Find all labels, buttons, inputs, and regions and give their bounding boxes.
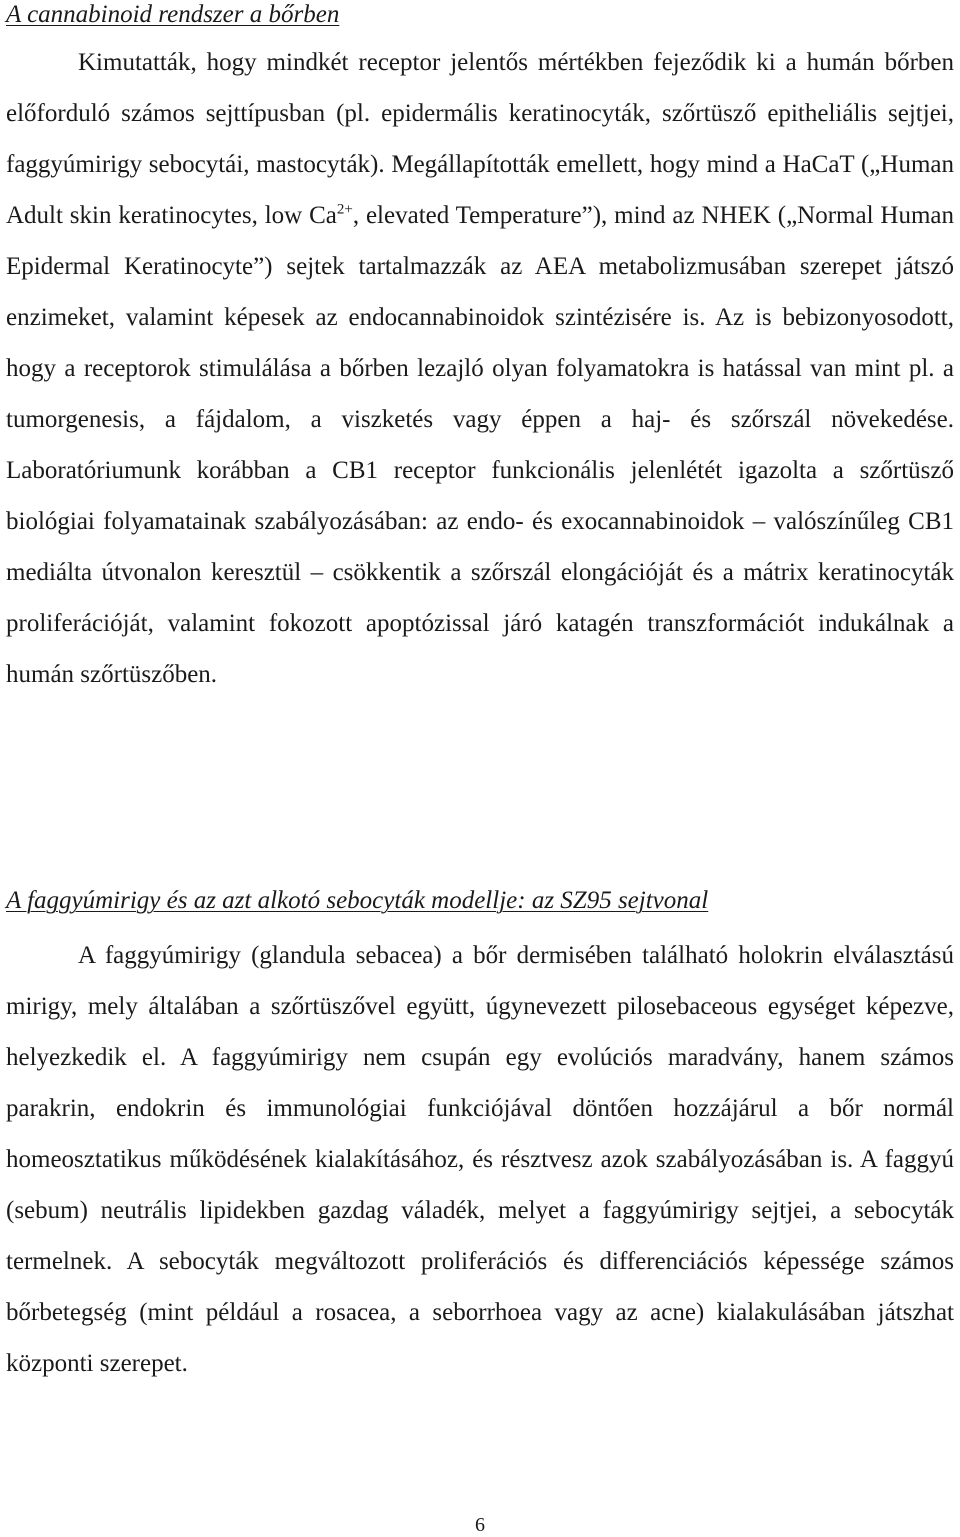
page-number: 6 xyxy=(475,1514,485,1536)
paragraph-text-part2: , elevated Temperature”), mind az NHEK („Normal Human Epidermal Keratinocyte”) sejtek tartalmazzák az AEA metabolizmusában szerepet játszó enzimeket, valamint képesek az endocannabinoidok szintézisére is. Az is bebizonyosodott, hogy a receptorok stimulálása a bőrben lezajló olyan folyamatokra is hatással van mint pl. a tumorgenesis, a fájdalom, a viszketés vagy éppen a haj- és szőrszál növekedése. Laboratóriumunk korábban a CB1 receptor funkcionális jelenlétét igazolta a szőrtüsző biológiai folyamatainak szabályozásában: az endo- és exocannabinoidok – valószínűleg CB1 mediálta útvonalon keresztül – csökkentik a szőrszál elongációját és a mátrix keratinocyták proliferációját, valamint fokozott apoptózissal járó katagén transzformációt indukálnak a humán szőrtüszőben. xyxy=(6,202,954,688)
paragraph-sebaceous-gland: A faggyúmirigy (glandula sebacea) a bőr dermisében található holokrin elválasztású mirigy, mely általában a szőrtüszővel együtt, úgynevezett pilosebaceous egységet képezve, helyezkedik el. A faggyúmirigy nem csupán egy evolúciós maradvány, hanem számos parakrin, endokrin és immunológiai funkciójával döntően hozzájárul a bőr normál homeosztatikus működésének kialakításához, és résztvesz azok szabályozásában is. A faggyú (sebum) neutrális lipidekben gazdag váladék, melyet a faggyúmirigy sejtjei, a sebocyták termelnek. A sebocyták megváltozott proliferációs és differenciációs képessége számos bőrbetegség (mint például a rosacea, a seborrhoea vagy az acne) kialakulásában játszhat központi szerepet. xyxy=(6,942,954,1377)
section-heading-sebaceous-gland: A faggyúmirigy és az azt alkotó sebocyták modellje: az SZ95 sejtvonal xyxy=(6,887,709,914)
superscript-charge: 2+ xyxy=(336,201,353,218)
paragraph-text-part1: Kimutatták, hogy mindkét receptor jelentős mértékben fejeződik ki a humán bőrben előforduló számos sejttípusban (pl. epidermális keratinocyták, szőrtüsző epitheliális sejtjei, faggyúmirigy sebocytái, mastocyták). Megállapították emellett, hogy mind a HaCaT („Human Adult skin keratinocytes, low Ca xyxy=(6,49,954,229)
paragraph-cannabinoid-skin xyxy=(6,37,954,700)
section-heading-cannabinoid: A cannabinoid rendszer a bőrben xyxy=(6,1,340,28)
